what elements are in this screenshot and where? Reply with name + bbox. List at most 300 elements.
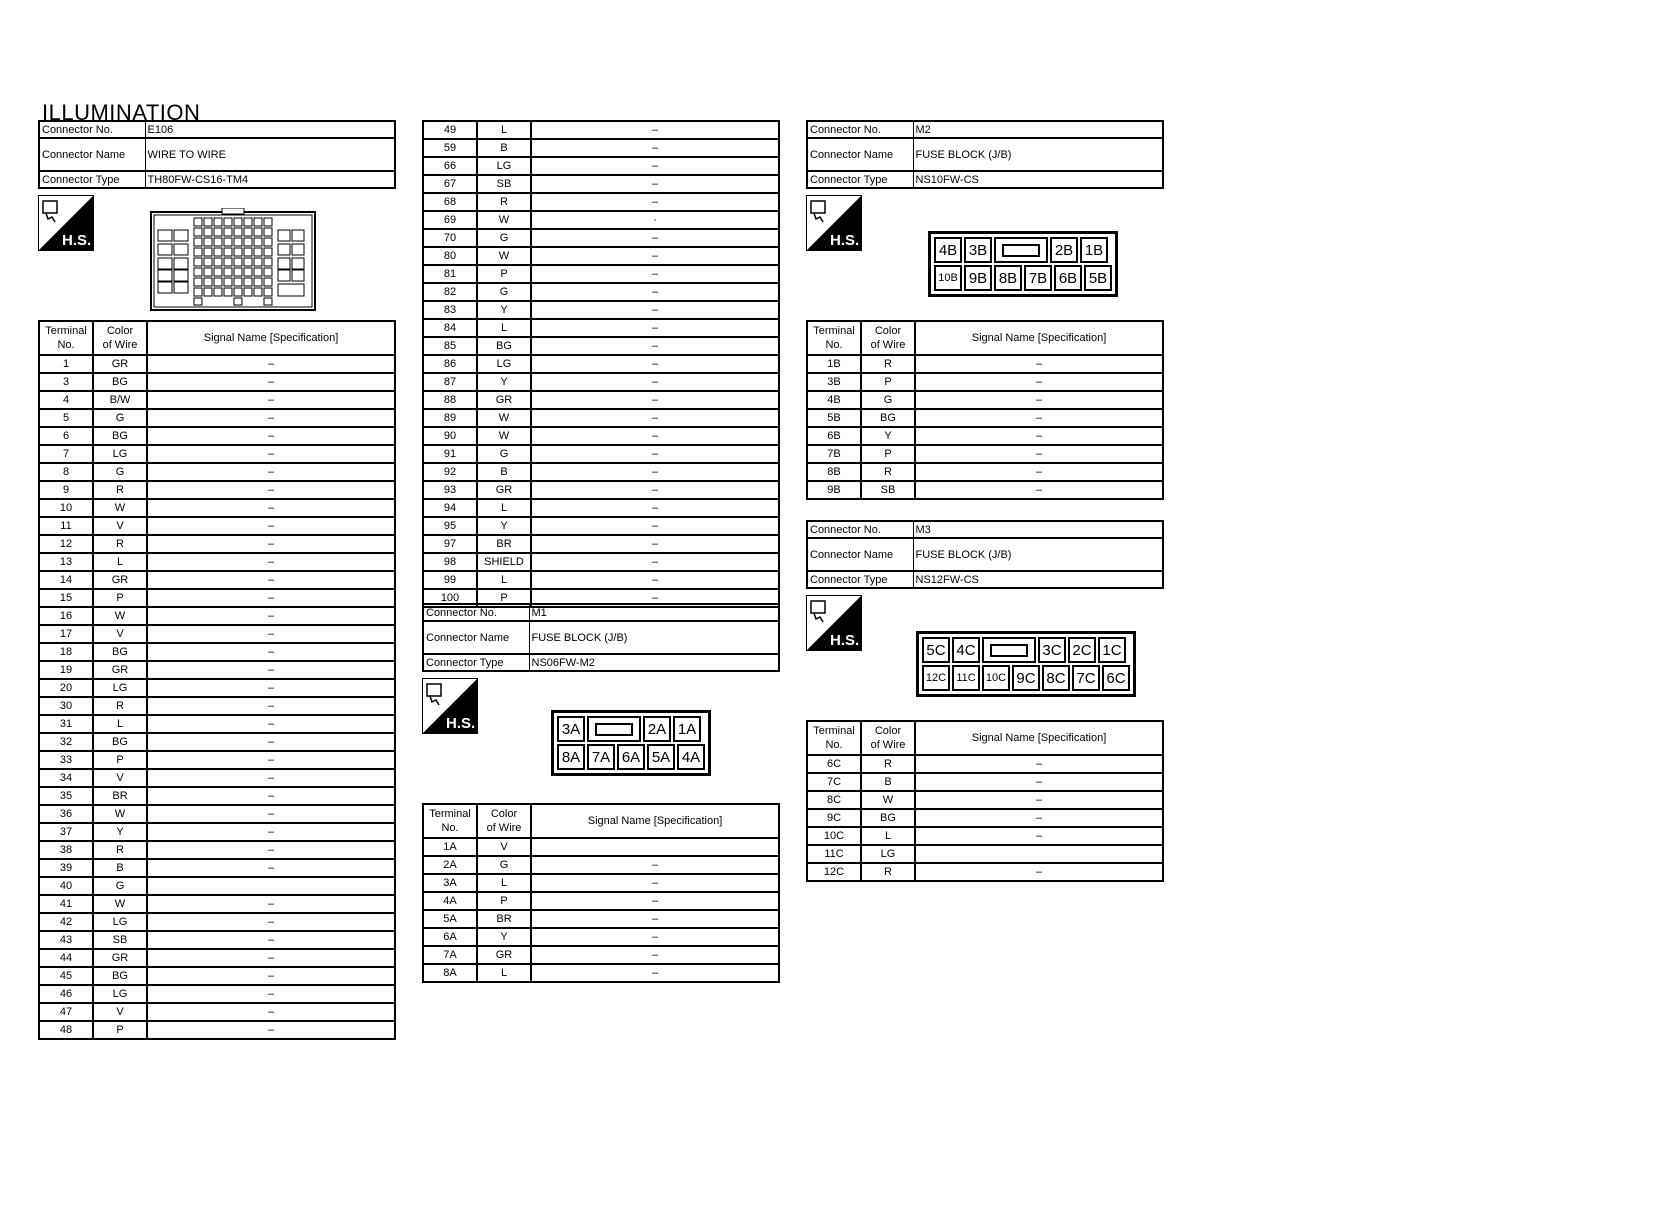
- terminal-no-cell: 41: [39, 895, 93, 913]
- signal-name-cell: –: [147, 481, 395, 499]
- signal-name-cell: –: [915, 481, 1163, 499]
- signal-name-cell: –: [147, 499, 395, 517]
- terminal-no-cell: 3: [39, 373, 93, 391]
- signal-name-cell: –: [531, 265, 779, 283]
- signal-name-cell: –: [531, 283, 779, 301]
- terminal-no-cell: 88: [423, 391, 477, 409]
- wire-color-cell: R: [861, 755, 915, 773]
- signal-name-cell: –: [147, 517, 395, 535]
- wire-color-cell: Y: [477, 928, 531, 946]
- wire-color-cell: GR: [93, 571, 147, 589]
- signal-name-cell: –: [531, 175, 779, 193]
- signal-name-cell: –: [915, 409, 1163, 427]
- connector-type-value: NS06FW-M2: [529, 654, 779, 671]
- table-row: [423, 193, 779, 211]
- table-row: [39, 499, 395, 517]
- signal-name-cell: –: [147, 715, 395, 733]
- signal-name-cell: –: [147, 841, 395, 859]
- connector-no-label: Connector No.: [807, 121, 913, 138]
- svg-text:H.S.: H.S.: [830, 232, 860, 249]
- wire-color-cell: P: [861, 373, 915, 391]
- table-row: [39, 733, 395, 751]
- signal-name-cell: –: [147, 355, 395, 373]
- terminal-no-cell: 7B: [807, 445, 861, 463]
- terminal-no-cell: 36: [39, 805, 93, 823]
- terminal-no-header: Terminal No.: [423, 804, 477, 838]
- table-row: [423, 247, 779, 265]
- table-row: [423, 838, 779, 856]
- table-row: [39, 463, 395, 481]
- pin-3a: 3A: [557, 716, 585, 742]
- table-row: [39, 985, 395, 1003]
- connector-name-value: FUSE BLOCK (J/B): [529, 621, 779, 654]
- wire-color-cell: R: [861, 355, 915, 373]
- terminal-no-cell: 9: [39, 481, 93, 499]
- terminal-no-cell: 92: [423, 463, 477, 481]
- wire-color-cell: BG: [93, 967, 147, 985]
- table-row: [39, 715, 395, 733]
- signal-name-cell: –: [531, 463, 779, 481]
- pin-3b: 3B: [964, 237, 992, 263]
- terminal-no-cell: 16: [39, 607, 93, 625]
- terminal-no-cell: 19: [39, 661, 93, 679]
- terminal-no-cell: 7A: [423, 946, 477, 964]
- table-row: [39, 643, 395, 661]
- terminal-no-cell: 30: [39, 697, 93, 715]
- pin-6a: 6A: [617, 744, 645, 770]
- table-row: [807, 827, 1163, 845]
- terminal-no-cell: 6B: [807, 427, 861, 445]
- terminal-no-cell: 8B: [807, 463, 861, 481]
- signal-name-cell: –: [531, 391, 779, 409]
- signal-name-cell: –: [915, 445, 1163, 463]
- terminal-no-cell: 69: [423, 211, 477, 229]
- terminal-no-cell: 68: [423, 193, 477, 211]
- wire-color-cell: B: [93, 859, 147, 877]
- signal-name-cell: –: [147, 679, 395, 697]
- signal-name-cell: –: [531, 946, 779, 964]
- signal-name-cell: –: [147, 913, 395, 931]
- terminal-no-cell: 67: [423, 175, 477, 193]
- wire-color-cell: V: [93, 625, 147, 643]
- signal-name-cell: –: [147, 373, 395, 391]
- wire-color-cell: W: [861, 791, 915, 809]
- wire-color-cell: G: [93, 463, 147, 481]
- signal-name-cell: –: [147, 859, 395, 877]
- wire-color-cell: V: [93, 1003, 147, 1021]
- pin-5b: 5B: [1084, 265, 1112, 291]
- wire-color-cell: B: [477, 139, 531, 157]
- table-row: [423, 517, 779, 535]
- signal-name-cell: –: [147, 409, 395, 427]
- wire-color-cell: GR: [477, 481, 531, 499]
- terminal-no-cell: 4A: [423, 892, 477, 910]
- connector-name-label: Connector Name: [423, 621, 529, 654]
- wire-color-cell: LG: [477, 355, 531, 373]
- connector-name-value: WIRE TO WIRE: [145, 138, 395, 171]
- signal-name-cell: –: [147, 895, 395, 913]
- terminal-no-cell: 48: [39, 1021, 93, 1039]
- signal-name-cell: –: [531, 910, 779, 928]
- connector-type-value: TH80FW-CS16-TM4: [145, 171, 395, 188]
- table-row: [423, 337, 779, 355]
- pin-2a: 2A: [643, 716, 671, 742]
- wire-color-cell: G: [93, 409, 147, 427]
- signal-name-cell: –: [147, 643, 395, 661]
- terminal-no-cell: 11: [39, 517, 93, 535]
- signal-name-cell: –: [915, 355, 1163, 373]
- table-row: [423, 409, 779, 427]
- terminal-no-cell: 20: [39, 679, 93, 697]
- terminal-no-header: Terminal No.: [807, 321, 861, 355]
- table-row: [39, 877, 395, 895]
- signal-name-cell: [531, 838, 779, 856]
- wire-color-cell: LG: [93, 679, 147, 697]
- terminal-no-cell: 37: [39, 823, 93, 841]
- table-row: [423, 265, 779, 283]
- signal-name-cell: –: [531, 157, 779, 175]
- pin-12c: 12C: [922, 665, 950, 691]
- pin-1c: 1C: [1098, 637, 1126, 663]
- wire-color-cell: LG: [477, 157, 531, 175]
- terminal-no-cell: 8C: [807, 791, 861, 809]
- table-row: [423, 910, 779, 928]
- m1-header: [422, 603, 780, 672]
- signal-name-header: Signal Name [Specification]: [147, 321, 395, 355]
- wire-color-cell: L: [93, 715, 147, 733]
- wire-color-cell: LG: [93, 445, 147, 463]
- terminal-no-cell: 6C: [807, 755, 861, 773]
- table-row: [423, 319, 779, 337]
- terminal-no-cell: 2A: [423, 856, 477, 874]
- signal-name-cell: –: [531, 553, 779, 571]
- m2-connector-diagram: [928, 231, 1118, 297]
- table-row: [807, 809, 1163, 827]
- terminal-no-cell: 83: [423, 301, 477, 319]
- table-row: [807, 481, 1163, 499]
- table-row: [39, 913, 395, 931]
- table-row: [39, 769, 395, 787]
- wire-color-cell: GR: [93, 355, 147, 373]
- e106-wire-table-continued: [422, 120, 780, 608]
- table-row: [423, 121, 779, 139]
- table-row: [807, 791, 1163, 809]
- terminal-no-cell: 97: [423, 535, 477, 553]
- wire-color-cell: L: [477, 571, 531, 589]
- table-row: [807, 391, 1163, 409]
- signal-name-cell: –: [147, 931, 395, 949]
- wire-color-cell: W: [93, 895, 147, 913]
- table-row: [423, 445, 779, 463]
- terminal-no-cell: 86: [423, 355, 477, 373]
- connector-no-value: M3: [913, 521, 1163, 538]
- wire-color-cell: B/W: [93, 391, 147, 409]
- signal-name-cell: –: [147, 751, 395, 769]
- m1-wire-table: [422, 803, 780, 983]
- signal-name-cell: –: [915, 463, 1163, 481]
- signal-name-cell: –: [147, 607, 395, 625]
- signal-name-cell: –: [531, 517, 779, 535]
- signal-name-cell: –: [147, 1003, 395, 1021]
- terminal-no-cell: 5A: [423, 910, 477, 928]
- table-row: [39, 805, 395, 823]
- wire-color-cell: W: [477, 247, 531, 265]
- table-row: [39, 517, 395, 535]
- wire-color-cell: L: [861, 827, 915, 845]
- signal-name-cell: –: [531, 193, 779, 211]
- signal-name-cell: –: [531, 355, 779, 373]
- wire-color-cell: Y: [93, 823, 147, 841]
- pin-2c: 2C: [1068, 637, 1096, 663]
- table-row: [39, 571, 395, 589]
- connector-key: [994, 237, 1048, 263]
- pin-8b: 8B: [994, 265, 1022, 291]
- color-of-wire-header: Color of Wire: [861, 321, 915, 355]
- pin-4b: 4B: [934, 237, 962, 263]
- terminal-no-cell: 1A: [423, 838, 477, 856]
- signal-name-cell: –: [147, 589, 395, 607]
- wire-color-cell: GR: [93, 949, 147, 967]
- table-row: [39, 661, 395, 679]
- wire-color-cell: W: [477, 409, 531, 427]
- wire-color-cell: LG: [861, 845, 915, 863]
- pin-3c: 3C: [1038, 637, 1066, 663]
- table-row: [39, 427, 395, 445]
- signal-name-cell: –: [915, 863, 1163, 881]
- signal-name-cell: –: [531, 373, 779, 391]
- table-row: [423, 373, 779, 391]
- terminal-no-cell: 87: [423, 373, 477, 391]
- terminal-no-cell: 40: [39, 877, 93, 895]
- terminal-no-cell: 11C: [807, 845, 861, 863]
- harness-side-icon: [38, 195, 94, 251]
- color-of-wire-header: Color of Wire: [477, 804, 531, 838]
- signal-name-cell: –: [147, 391, 395, 409]
- wire-color-cell: W: [93, 805, 147, 823]
- signal-name-cell: –: [531, 964, 779, 982]
- terminal-no-cell: 15: [39, 589, 93, 607]
- signal-name-cell: –: [531, 319, 779, 337]
- wire-color-cell: W: [477, 211, 531, 229]
- signal-name-cell: –: [147, 733, 395, 751]
- pin-6b: 6B: [1054, 265, 1082, 291]
- table-row: [423, 481, 779, 499]
- terminal-no-cell: 59: [423, 139, 477, 157]
- signal-name-cell: –: [147, 787, 395, 805]
- pin-9b: 9B: [964, 265, 992, 291]
- table-row: [423, 946, 779, 964]
- table-row: [423, 139, 779, 157]
- signal-name-cell: –: [147, 463, 395, 481]
- wire-color-cell: B: [861, 773, 915, 791]
- wire-color-cell: G: [477, 229, 531, 247]
- wire-color-cell: W: [93, 607, 147, 625]
- connector-type-value: NS12FW-CS: [913, 571, 1163, 588]
- terminal-no-cell: 95: [423, 517, 477, 535]
- wire-color-cell: BG: [93, 643, 147, 661]
- signal-name-cell: –: [531, 499, 779, 517]
- terminal-no-cell: 80: [423, 247, 477, 265]
- terminal-no-cell: 12: [39, 535, 93, 553]
- table-row: [423, 427, 779, 445]
- signal-name-cell: –: [147, 427, 395, 445]
- terminal-no-cell: 46: [39, 985, 93, 1003]
- wire-color-cell: R: [93, 697, 147, 715]
- signal-name-cell: –: [915, 391, 1163, 409]
- signal-name-cell: –: [531, 856, 779, 874]
- wire-color-cell: SB: [477, 175, 531, 193]
- terminal-no-cell: 14: [39, 571, 93, 589]
- terminal-no-cell: 38: [39, 841, 93, 859]
- e106-wire-table: [38, 320, 396, 1040]
- terminal-no-cell: 13: [39, 553, 93, 571]
- connector-name-value: FUSE BLOCK (J/B): [913, 538, 1163, 571]
- table-row: [423, 301, 779, 319]
- wire-color-cell: L: [477, 499, 531, 517]
- wire-color-cell: BG: [861, 809, 915, 827]
- m1-connector-diagram: [551, 710, 711, 776]
- pin-9c: 9C: [1012, 665, 1040, 691]
- wire-color-cell: L: [477, 964, 531, 982]
- table-row: [807, 445, 1163, 463]
- table-row: [807, 845, 1163, 863]
- terminal-no-cell: 18: [39, 643, 93, 661]
- terminal-no-cell: 1: [39, 355, 93, 373]
- pin-1b: 1B: [1080, 237, 1108, 263]
- signal-name-cell: –: [915, 791, 1163, 809]
- table-row: [39, 859, 395, 877]
- terminal-no-cell: 33: [39, 751, 93, 769]
- svg-text:H.S.: H.S.: [446, 715, 476, 732]
- connector-type-label: Connector Type: [423, 654, 529, 671]
- wire-color-cell: L: [477, 121, 531, 139]
- signal-name-cell: –: [147, 553, 395, 571]
- wire-color-cell: B: [477, 463, 531, 481]
- connector-type-value: NS10FW-CS: [913, 171, 1163, 188]
- connector-key: [982, 637, 1036, 663]
- connector-name-label: Connector Name: [39, 138, 145, 171]
- connector-no-label: Connector No.: [807, 521, 913, 538]
- table-row: [39, 895, 395, 913]
- signal-name-header: Signal Name [Specification]: [915, 321, 1163, 355]
- terminal-no-cell: 4: [39, 391, 93, 409]
- signal-name-cell: –: [147, 805, 395, 823]
- harness-side-icon: [806, 195, 862, 251]
- signal-name-cell: –: [147, 697, 395, 715]
- connector-type-label: Connector Type: [807, 171, 913, 188]
- table-row: [39, 697, 395, 715]
- pin-6c: 6C: [1102, 665, 1130, 691]
- signal-name-cell: –: [147, 571, 395, 589]
- terminal-no-cell: 93: [423, 481, 477, 499]
- table-row: [39, 607, 395, 625]
- table-row: [39, 967, 395, 985]
- signal-name-cell: –: [531, 409, 779, 427]
- table-row: [423, 499, 779, 517]
- terminal-no-cell: 10C: [807, 827, 861, 845]
- table-row: [807, 409, 1163, 427]
- pin-1a: 1A: [673, 716, 701, 742]
- table-row: [39, 823, 395, 841]
- terminal-no-cell: 8: [39, 463, 93, 481]
- signal-name-cell: –: [531, 535, 779, 553]
- table-row: [423, 535, 779, 553]
- table-row: [423, 211, 779, 229]
- signal-name-cell: –: [147, 535, 395, 553]
- pin-11c: 11C: [952, 665, 980, 691]
- table-row: [39, 535, 395, 553]
- table-row: [39, 679, 395, 697]
- table-row: [423, 553, 779, 571]
- pin-4a: 4A: [677, 744, 705, 770]
- terminal-no-cell: 91: [423, 445, 477, 463]
- wire-color-cell: LG: [93, 985, 147, 1003]
- table-row: [807, 427, 1163, 445]
- wire-color-cell: BR: [477, 535, 531, 553]
- wire-color-cell: Y: [477, 373, 531, 391]
- table-row: [423, 355, 779, 373]
- signal-name-cell: –: [531, 337, 779, 355]
- wire-color-cell: BG: [93, 427, 147, 445]
- connector-key: [587, 716, 641, 742]
- terminal-no-cell: 70: [423, 229, 477, 247]
- signal-name-cell: –: [915, 809, 1163, 827]
- terminal-no-cell: 9B: [807, 481, 861, 499]
- terminal-no-cell: 35: [39, 787, 93, 805]
- signal-name-cell: –: [531, 445, 779, 463]
- wire-color-cell: P: [477, 589, 531, 607]
- signal-name-cell: –: [531, 301, 779, 319]
- table-row: [423, 175, 779, 193]
- terminal-no-cell: 99: [423, 571, 477, 589]
- pin-5a: 5A: [647, 744, 675, 770]
- wire-color-cell: V: [93, 517, 147, 535]
- signal-name-cell: –: [531, 892, 779, 910]
- signal-name-cell: –: [531, 874, 779, 892]
- signal-name-cell: –: [147, 1021, 395, 1039]
- terminal-no-cell: 94: [423, 499, 477, 517]
- terminal-no-header: Terminal No.: [807, 721, 861, 755]
- table-row: [39, 931, 395, 949]
- m3-header: [806, 520, 1164, 589]
- table-row: [807, 755, 1163, 773]
- table-row: [39, 625, 395, 643]
- table-row: [39, 445, 395, 463]
- wire-color-cell: P: [93, 1021, 147, 1039]
- terminal-no-cell: 98: [423, 553, 477, 571]
- terminal-no-cell: 10: [39, 499, 93, 517]
- signal-name-cell: –: [147, 949, 395, 967]
- table-row: [423, 283, 779, 301]
- table-row: [423, 856, 779, 874]
- signal-name-cell: ·: [531, 211, 779, 229]
- signal-name-cell: –: [915, 373, 1163, 391]
- signal-name-header: Signal Name [Specification]: [531, 804, 779, 838]
- table-row: [39, 373, 395, 391]
- terminal-no-cell: 3A: [423, 874, 477, 892]
- wire-color-cell: P: [477, 892, 531, 910]
- table-row: [423, 571, 779, 589]
- signal-name-cell: –: [147, 985, 395, 1003]
- connector-name-label: Connector Name: [807, 538, 913, 571]
- terminal-no-cell: 100: [423, 589, 477, 607]
- terminal-no-cell: 9C: [807, 809, 861, 827]
- wire-color-cell: R: [93, 841, 147, 859]
- terminal-no-cell: 12C: [807, 863, 861, 881]
- signal-name-cell: –: [915, 773, 1163, 791]
- m3-connector-diagram: [916, 631, 1136, 697]
- table-row: [39, 787, 395, 805]
